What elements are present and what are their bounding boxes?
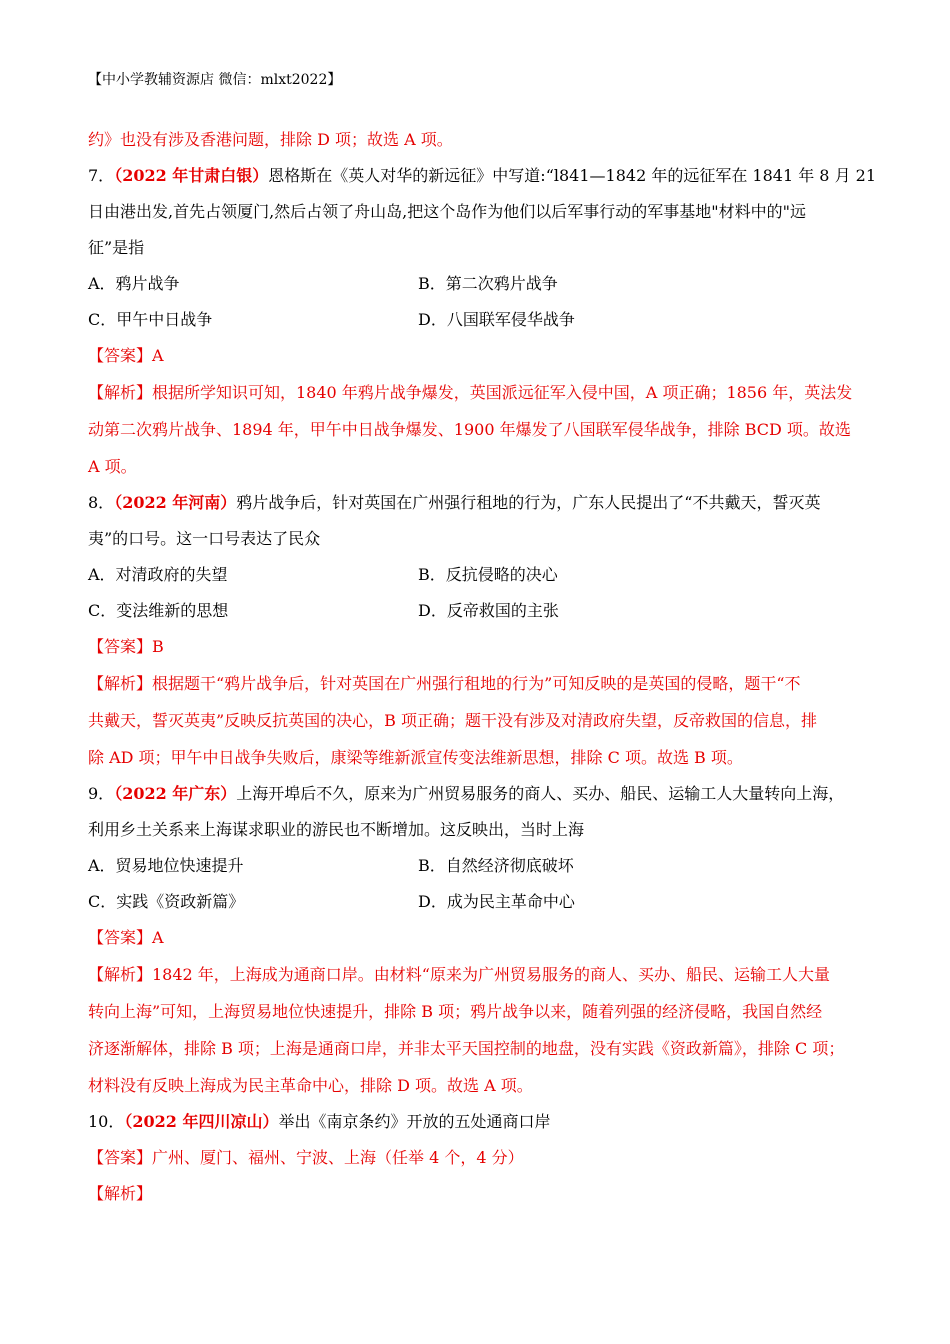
explanation — [88, 374, 868, 485]
question-text: 恩格斯在《英人对华的新远征》中写道:“l841—1842 年的远征军在 1841 年 8 月 21 — [268, 166, 877, 185]
question-number: 9． — [88, 784, 115, 803]
question-7 — [88, 158, 877, 485]
explanation — [88, 956, 868, 1104]
question-number: 8． — [88, 493, 115, 512]
option-d: D．反帝救国的主张 — [418, 601, 559, 620]
question-stem-line: 日由港出发,首先占领厦门,然后占领了舟山岛,把这个岛作为他们以后军事行动的军事基地"材料中的"远 — [88, 202, 806, 221]
question-9 — [88, 776, 868, 1104]
answer: 【答案】A — [88, 928, 164, 947]
option-a: A．鸦片战争 — [88, 274, 180, 293]
question-text: 上海开埠后不久，原来为广州贸易服务的商人、买办、船民、运输工人大量转向上海， — [236, 784, 845, 803]
question-stem-line: 利用乡土关系来上海谋求职业的游民也不断增加。这反映出，当时上海 — [88, 820, 585, 839]
options-row — [88, 266, 868, 302]
option-a: A．贸易地位快速提升 — [88, 856, 244, 875]
question-stem-line: 征”是指 — [88, 238, 145, 257]
question-source: （2022 年甘肃白银） — [114, 166, 269, 185]
answer: 【答案】广州、厦门、福州、宁波、上海（任举 4 个，4 分） — [88, 1148, 524, 1167]
options-row — [88, 848, 868, 884]
explanation-line: 济逐渐解体，排除 B 项；上海是通商口岸，并非太平天国控制的地盘，没有实践《资政新篇》，排除 C 项； — [88, 1039, 845, 1058]
explanation-line: 动第二次鸦片战争、1894 年，甲午中日战争爆发、1900 年爆发了八国联军侵华战争，排除 BCD 项。故选 — [88, 420, 851, 439]
question-stem-line — [88, 1104, 868, 1140]
question-stem-line — [88, 158, 877, 194]
page-header: 【中小学教辅资源店 微信：mlxt2022】 — [88, 72, 342, 88]
question-stem-line: 夷”的口号。这一口号表达了民众 — [88, 529, 321, 548]
document-body — [88, 122, 877, 1212]
question-text: 鸦片战争后，针对英国在广州强行租地的行为，广东人民提出了“不共戴天，誓灭英 — [236, 493, 821, 512]
explanation-label: 【解析】 — [88, 1184, 153, 1203]
option-c: C．实践《资政新篇》 — [88, 892, 245, 911]
question-stem-line — [88, 485, 868, 521]
options-row — [88, 884, 868, 920]
previous-explanation-tail: 约》也没有涉及香港问题，排除 D 项；故选 A 项。 — [88, 130, 453, 149]
explanation-line: 【解析】根据所学知识可知，1840 年鸦片战争爆发，英国派远征军入侵中国，A 项正确；1856 年，英法发 — [88, 383, 853, 402]
option-d: D．成为民主革命中心 — [418, 892, 575, 911]
explanation-line: 【解析】1842 年，上海成为通商口岸。由材料“原来为广州贸易服务的商人、买办、船民、运输工人大量 — [88, 965, 830, 984]
answer: 【答案】A — [88, 346, 164, 365]
question-source: （2022 年四川凉山） — [124, 1112, 279, 1131]
option-b: B．第二次鸦片战争 — [418, 274, 558, 293]
question-number: 7． — [88, 166, 115, 185]
question-source: （2022 年广东） — [114, 784, 237, 803]
question-8 — [88, 485, 868, 776]
options-row — [88, 593, 868, 629]
option-a: A．对清政府的失望 — [88, 565, 228, 584]
answer: 【答案】B — [88, 637, 164, 656]
question-source: （2022 年河南） — [114, 493, 237, 512]
question-number: 10． — [88, 1112, 125, 1131]
option-b: B．自然经济彻底破坏 — [418, 856, 574, 875]
question-text: 举出《南京条约》开放的五处通商口岸 — [278, 1112, 551, 1131]
options-row — [88, 557, 868, 593]
explanation-line: 除 AD 项；甲午中日战争失败后，康梁等维新派宣传变法维新思想，排除 C 项。故选 B 项。 — [88, 748, 743, 767]
explanation-line: 【解析】根据题干“鸦片战争后，针对英国在广州强行租地的行为”可知反映的是英国的侵略，题干“不 — [88, 674, 801, 693]
option-b: B．反抗侵略的决心 — [418, 565, 558, 584]
option-c: C．甲午中日战争 — [88, 310, 213, 329]
explanation-line: 共戴天，誓灭英夷”反映反抗英国的决心，B 项正确；题干没有涉及对清政府失望，反帝救国的信息，排 — [88, 711, 818, 730]
explanation-line: 材料没有反映上海成为民主革命中心，排除 D 项。故选 A 项。 — [88, 1076, 533, 1095]
explanation-line: A 项。 — [88, 457, 137, 476]
option-d: D．八国联军侵华战争 — [418, 310, 575, 329]
option-c: C．变法维新的思想 — [88, 601, 229, 620]
explanation — [88, 665, 868, 776]
options-row — [88, 302, 868, 338]
question-10 — [88, 1104, 868, 1212]
explanation-line: 转向上海”可知，上海贸易地位快速提升，排除 B 项；鸦片战争以来，随着列强的经济侵略，我国自然经 — [88, 1002, 823, 1021]
question-stem-line — [88, 776, 868, 812]
